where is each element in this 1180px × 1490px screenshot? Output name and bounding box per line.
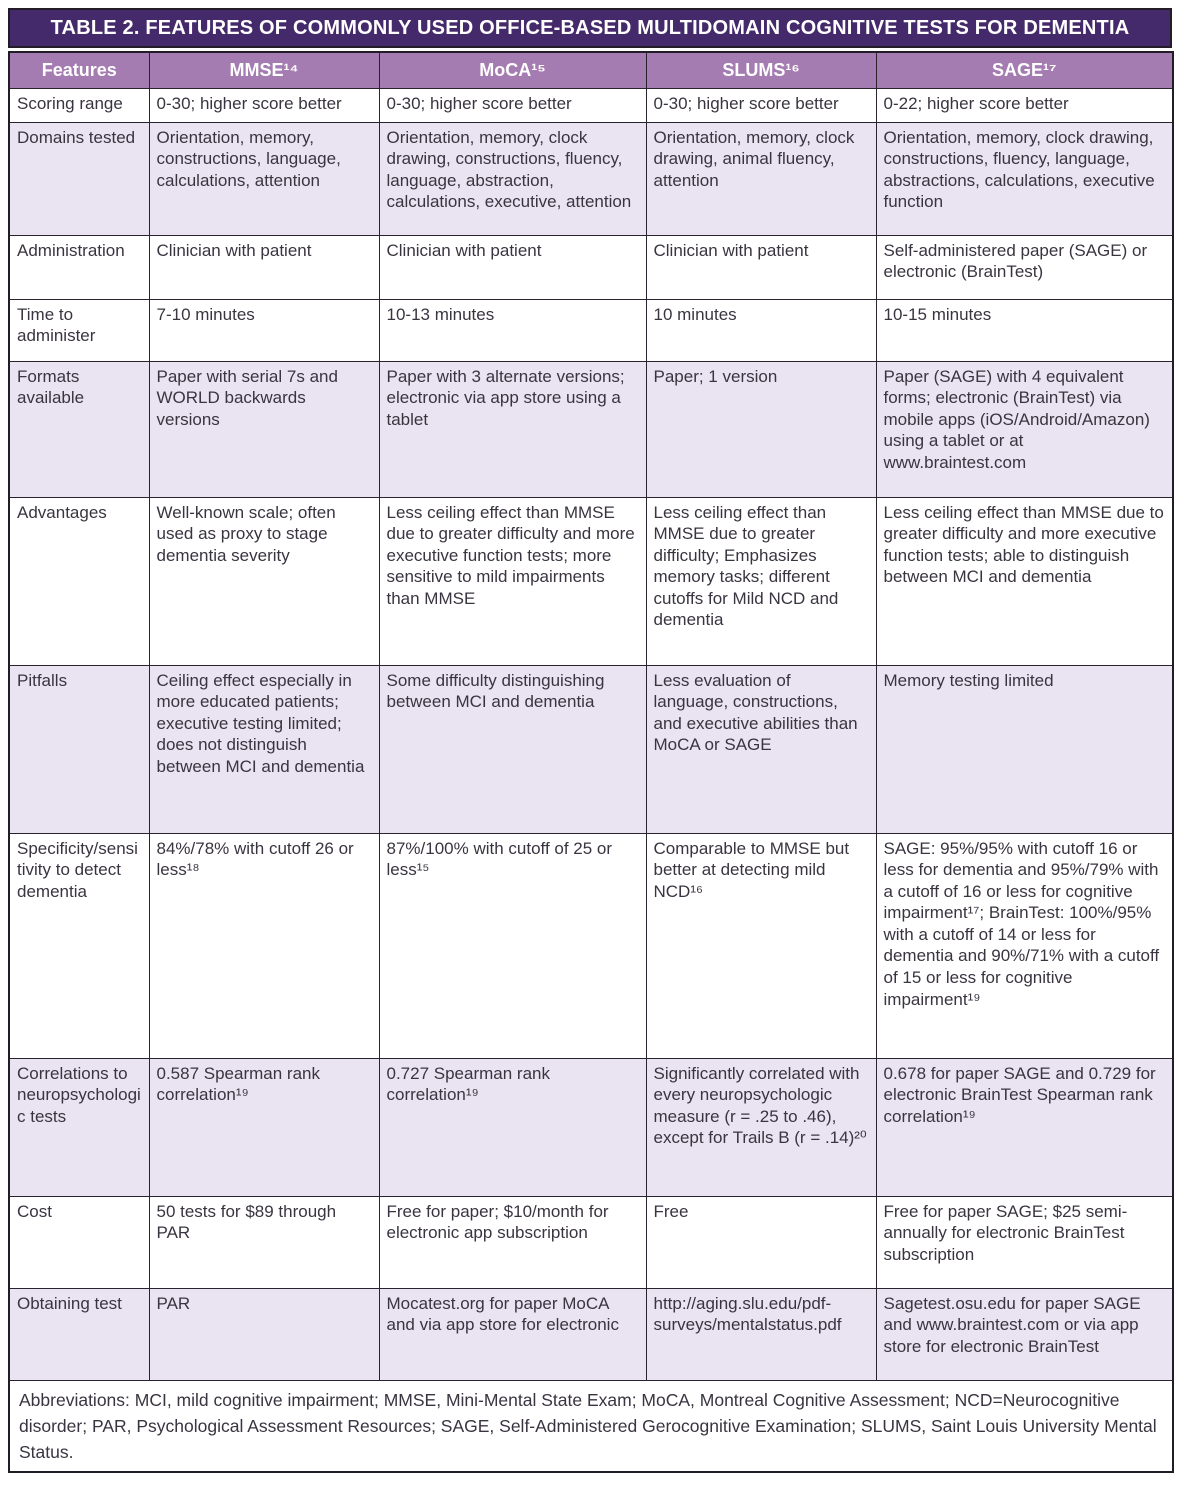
moca-cell: 87%/100% with cutoff of 25 or less¹⁵ [379, 833, 646, 1058]
table-title: TABLE 2. FEATURES OF COMMONLY USED OFFICE-BASED MULTIDOMAIN COGNITIVE TESTS FOR DEMENTIA [8, 8, 1172, 48]
mmse-cell: Paper with serial 7s and WORLD backwards versions [149, 361, 379, 497]
slums-cell: Clinician with patient [646, 235, 876, 299]
mmse-cell: Clinician with patient [149, 235, 379, 299]
sage-cell: Sagetest.osu.edu for paper SAGE and www.braintest.com or via app store for electronic BrainTest [876, 1288, 1173, 1380]
feature-cell: Correlations to neuropsychologic tests [9, 1058, 149, 1196]
sage-cell: SAGE: 95%/95% with cutoff 16 or less for dementia and 95%/79% with a cutoff of 16 or less for cognitive impairment¹⁷; BrainTest: 100%/95% with a cutoff of 14 or less for dementia and 90%/71% with a cutoff of 15 or less for cognitive impairment¹⁹ [876, 833, 1173, 1058]
mmse-cell: Ceiling effect especially in more educated patients; executive testing limited; does not distinguish between MCI and dementia [149, 665, 379, 833]
sage-cell: Paper (SAGE) with 4 equivalent forms; electronic (BrainTest) via mobile apps (iOS/Android/Amazon) using a tablet or at www.braintest.com [876, 361, 1173, 497]
moca-cell: 0.727 Spearman rank correlation¹⁹ [379, 1058, 646, 1196]
feature-cell: Pitfalls [9, 665, 149, 833]
moca-cell: Free for paper; $10/month for electronic app subscription [379, 1196, 646, 1288]
feature-cell: Cost [9, 1196, 149, 1288]
sage-cell: Memory testing limited [876, 665, 1173, 833]
slums-cell: Free [646, 1196, 876, 1288]
col-header-sage: SAGE¹⁷ [876, 52, 1173, 88]
mmse-cell: 7-10 minutes [149, 299, 379, 361]
slums-cell: Less evaluation of language, constructions, and executive abilities than MoCA or SAGE [646, 665, 876, 833]
col-header-moca: MoCA¹⁵ [379, 52, 646, 88]
row-cost [9, 1196, 1173, 1288]
sage-cell: Free for paper SAGE; $25 semi-annually for electronic BrainTest subscription [876, 1196, 1173, 1288]
slums-cell: Less ceiling effect than MMSE due to greater difficulty; Emphasizes memory tasks; different cutoffs for Mild NCD and dementia [646, 497, 876, 665]
moca-cell: Some difficulty distinguishing between MCI and dementia [379, 665, 646, 833]
mmse-cell: Orientation, memory, constructions, language, calculations, attention [149, 122, 379, 235]
row-administration [9, 235, 1173, 299]
table-figure [8, 8, 1172, 1473]
row-specificity-sensitivity [9, 833, 1173, 1058]
sage-cell: Self-administered paper (SAGE) or electronic (BrainTest) [876, 235, 1173, 299]
row-pitfalls [9, 665, 1173, 833]
feature-cell: Administration [9, 235, 149, 299]
feature-cell: Formats available [9, 361, 149, 497]
feature-cell: Scoring range [9, 88, 149, 122]
col-header-mmse: MMSE¹⁴ [149, 52, 379, 88]
moca-cell: Clinician with patient [379, 235, 646, 299]
feature-cell: Time to administer [9, 299, 149, 361]
sage-cell: 10-15 minutes [876, 299, 1173, 361]
row-domains-tested [9, 122, 1173, 235]
slums-cell: Comparable to MMSE but better at detecting mild NCD¹⁶ [646, 833, 876, 1058]
mmse-cell: 50 tests for $89 through PAR [149, 1196, 379, 1288]
sage-cell: 0-22; higher score better [876, 88, 1173, 122]
mmse-cell: 0.587 Spearman rank correlation¹⁹ [149, 1058, 379, 1196]
slums-cell: Orientation, memory, clock drawing, animal fluency, attention [646, 122, 876, 235]
slums-cell: 0-30; higher score better [646, 88, 876, 122]
slums-cell: Significantly correlated with every neuropsychologic measure (r = .25 to .46), except for Trails B (r = .14)²⁰ [646, 1058, 876, 1196]
row-advantages [9, 497, 1173, 665]
mmse-cell: Well-known scale; often used as proxy to stage dementia severity [149, 497, 379, 665]
col-header-slums: SLUMS¹⁶ [646, 52, 876, 88]
sage-cell: Less ceiling effect than MMSE due to greater difficulty and more executive function tests; able to distinguish between MCI and dementia [876, 497, 1173, 665]
mmse-cell: 84%/78% with cutoff 26 or less¹⁸ [149, 833, 379, 1058]
row-correlations [9, 1058, 1173, 1196]
row-obtaining-test [9, 1288, 1173, 1380]
slums-cell: http://aging.slu.edu/pdf-surveys/mentalstatus.pdf [646, 1288, 876, 1380]
footnote-row [9, 1380, 1173, 1472]
abbreviations-note: Abbreviations: MCI, mild cognitive impairment; MMSE, Mini-Mental State Exam; MoCA, Montreal Cognitive Assessment; NCD=Neurocognitive disorder; PAR, Psychological Assessment Resources; SAGE, Self-Administered Gerocognitive Examination; SLUMS, Saint Louis University Mental Status. [9, 1380, 1173, 1472]
moca-cell: 0-30; higher score better [379, 88, 646, 122]
slums-cell: Paper; 1 version [646, 361, 876, 497]
feature-cell: Domains tested [9, 122, 149, 235]
header-row [9, 52, 1173, 88]
moca-cell: Mocatest.org for paper MoCA and via app store for electronic [379, 1288, 646, 1380]
mmse-cell: 0-30; higher score better [149, 88, 379, 122]
mmse-cell: PAR [149, 1288, 379, 1380]
feature-cell: Specificity/sensitivity to detect dementia [9, 833, 149, 1058]
moca-cell: Paper with 3 alternate versions; electronic via app store using a tablet [379, 361, 646, 497]
feature-cell: Advantages [9, 497, 149, 665]
sage-cell: Orientation, memory, clock drawing, constructions, fluency, language, abstractions, calculations, executive function [876, 122, 1173, 235]
moca-cell: Less ceiling effect than MMSE due to greater difficulty and more executive function tests; more sensitive to mild impairments than MMSE [379, 497, 646, 665]
moca-cell: 10-13 minutes [379, 299, 646, 361]
row-time-to-administer [9, 299, 1173, 361]
slums-cell: 10 minutes [646, 299, 876, 361]
col-header-features: Features [9, 52, 149, 88]
feature-cell: Obtaining test [9, 1288, 149, 1380]
row-formats-available [9, 361, 1173, 497]
moca-cell: Orientation, memory, clock drawing, constructions, fluency, language, abstraction, calculations, executive, attention [379, 122, 646, 235]
sage-cell: 0.678 for paper SAGE and 0.729 for electronic BrainTest Spearman rank correlation¹⁹ [876, 1058, 1173, 1196]
cognitive-tests-table [8, 51, 1174, 1473]
row-scoring-range [9, 88, 1173, 122]
